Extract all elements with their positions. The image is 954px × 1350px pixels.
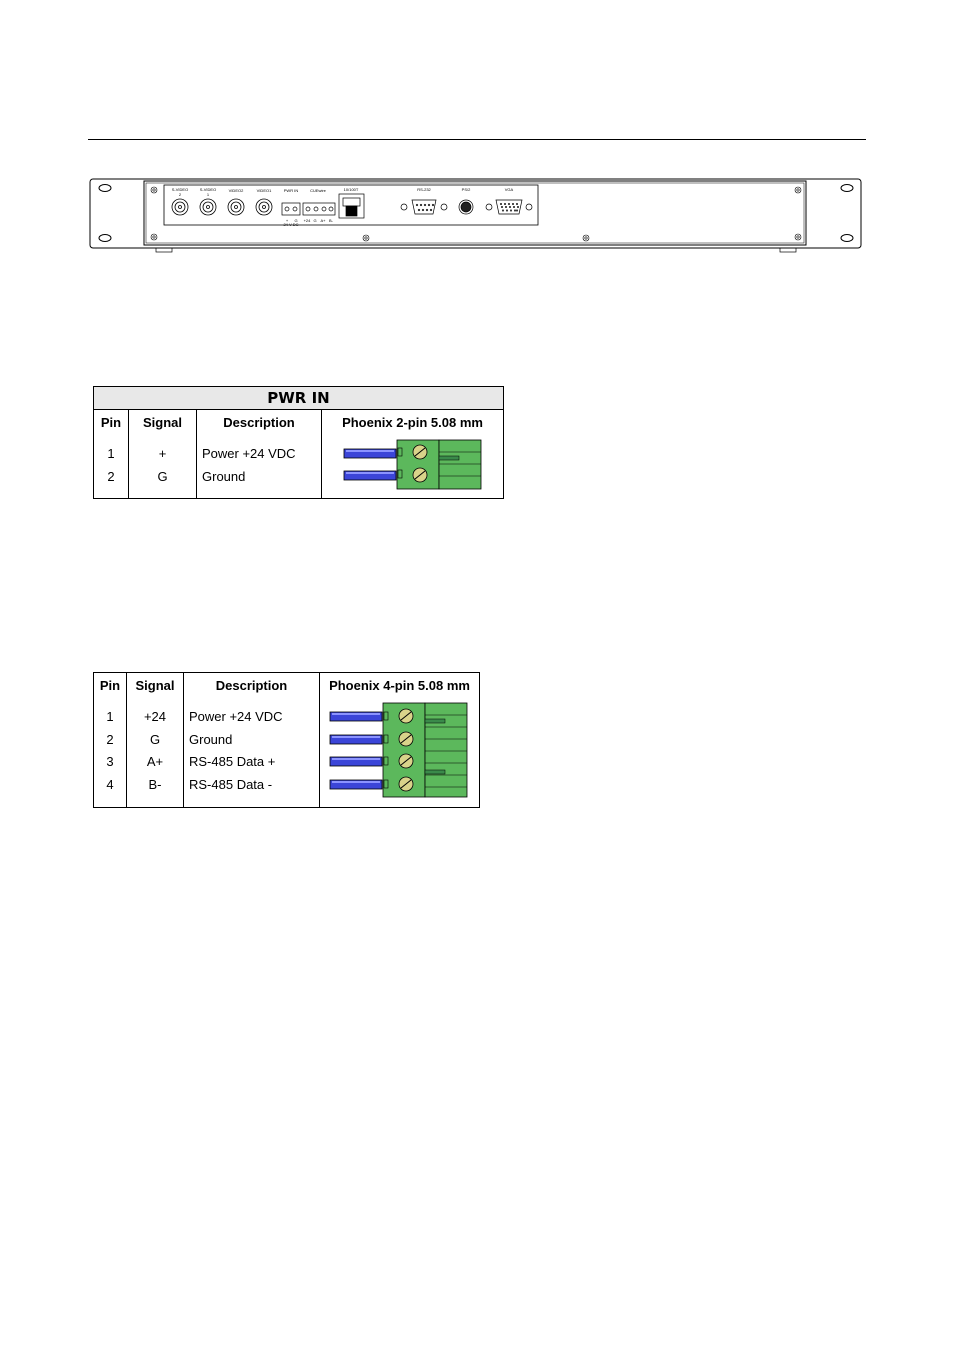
cue-row-1-description: Power +24 VDC bbox=[189, 709, 283, 724]
cue-pin-24: +24 bbox=[303, 218, 311, 223]
pwr-row-1-pin: 1 bbox=[107, 446, 115, 461]
pwr-row-1-description: Power +24 VDC bbox=[202, 446, 296, 461]
pwr-row-2-pin: 2 bbox=[107, 468, 115, 484]
pwr-voltage: 24 V DC bbox=[283, 222, 299, 227]
label-video1: VIDEO1 bbox=[256, 188, 272, 193]
label-rs232: RS-232 bbox=[417, 187, 431, 192]
pwr-pin-plus: + bbox=[285, 218, 289, 223]
pwr-signal-column bbox=[129, 434, 197, 498]
pwr-header-pin: Pin bbox=[94, 410, 129, 435]
cue-connector-cell bbox=[320, 697, 480, 807]
label-ethernet: 10/100T bbox=[343, 187, 359, 192]
pwr-pin-column bbox=[94, 434, 129, 498]
foot bbox=[780, 248, 796, 252]
pwr-row-2-signal: G bbox=[157, 468, 168, 484]
pwr-row-1-signal: + bbox=[158, 446, 167, 461]
pwr-description-column bbox=[197, 434, 322, 498]
rear-panel-drawing bbox=[88, 176, 864, 256]
ps2-port-icon bbox=[459, 200, 473, 214]
pwr-row-2-description: Ground bbox=[202, 468, 246, 484]
cue-header-description: Description bbox=[184, 673, 320, 698]
cue-pin-b: B- bbox=[329, 218, 333, 223]
pwr-header-signal: Signal bbox=[129, 410, 197, 435]
cue-pin-a: A+ bbox=[320, 218, 326, 223]
phoenix-2pin-connector-icon bbox=[322, 434, 502, 496]
cue-row-4-description: RS-485 Data - bbox=[189, 776, 273, 792]
cue-pin-g: G bbox=[313, 218, 317, 223]
cue-row-1-pin: 1 bbox=[106, 709, 114, 724]
cue-row-1-signal: +24 bbox=[143, 709, 167, 724]
label-ps2: PS/2 bbox=[461, 187, 471, 192]
cue-header-pin: Pin bbox=[94, 673, 127, 698]
label-video2: VIDEO2 bbox=[228, 188, 244, 193]
cue-signal-column bbox=[127, 697, 184, 807]
label-pwr-in: PWR IN bbox=[283, 188, 299, 193]
cue-row-2-description: Ground bbox=[189, 731, 233, 747]
label-svideo2: S-VIDEO bbox=[171, 187, 189, 192]
header-rule bbox=[88, 139, 866, 140]
label-cuewire: CUEwire bbox=[310, 188, 326, 193]
foot bbox=[156, 248, 172, 252]
label-vga: VGA bbox=[504, 187, 514, 192]
pwr-in-table bbox=[93, 386, 504, 499]
cue-pin-column bbox=[94, 697, 127, 807]
label-svideo2-num: 2 bbox=[178, 192, 182, 197]
cue-row-2-signal: G bbox=[149, 731, 161, 747]
cue-row-3-description: RS-485 Data + bbox=[189, 754, 276, 769]
phoenix-4pin-connector-icon bbox=[320, 697, 478, 805]
pwr-in-caption: PWR IN bbox=[94, 387, 504, 410]
pwr-header-description: Description bbox=[197, 410, 322, 435]
cue-row-4-signal: B- bbox=[148, 776, 162, 792]
pwr-header-connector: Phoenix 2-pin 5.08 mm bbox=[322, 410, 504, 435]
cue-row-3-signal: A+ bbox=[146, 754, 164, 769]
label-svideo1-num: 1 bbox=[206, 192, 210, 197]
pwr-connector-cell bbox=[322, 434, 504, 498]
cue-row-3-pin: 3 bbox=[106, 754, 114, 769]
cue-row-2-pin: 2 bbox=[106, 731, 114, 747]
cue-description-column bbox=[184, 697, 320, 807]
pwr-pin-g: G bbox=[294, 218, 298, 223]
cue-row-4-pin: 4 bbox=[106, 776, 114, 792]
cue-header-connector: Phoenix 4-pin 5.08 mm bbox=[320, 673, 480, 698]
cue-header-signal: Signal bbox=[127, 673, 184, 698]
label-svideo1: S-VIDEO bbox=[199, 187, 217, 192]
cuewire-table bbox=[93, 672, 480, 808]
